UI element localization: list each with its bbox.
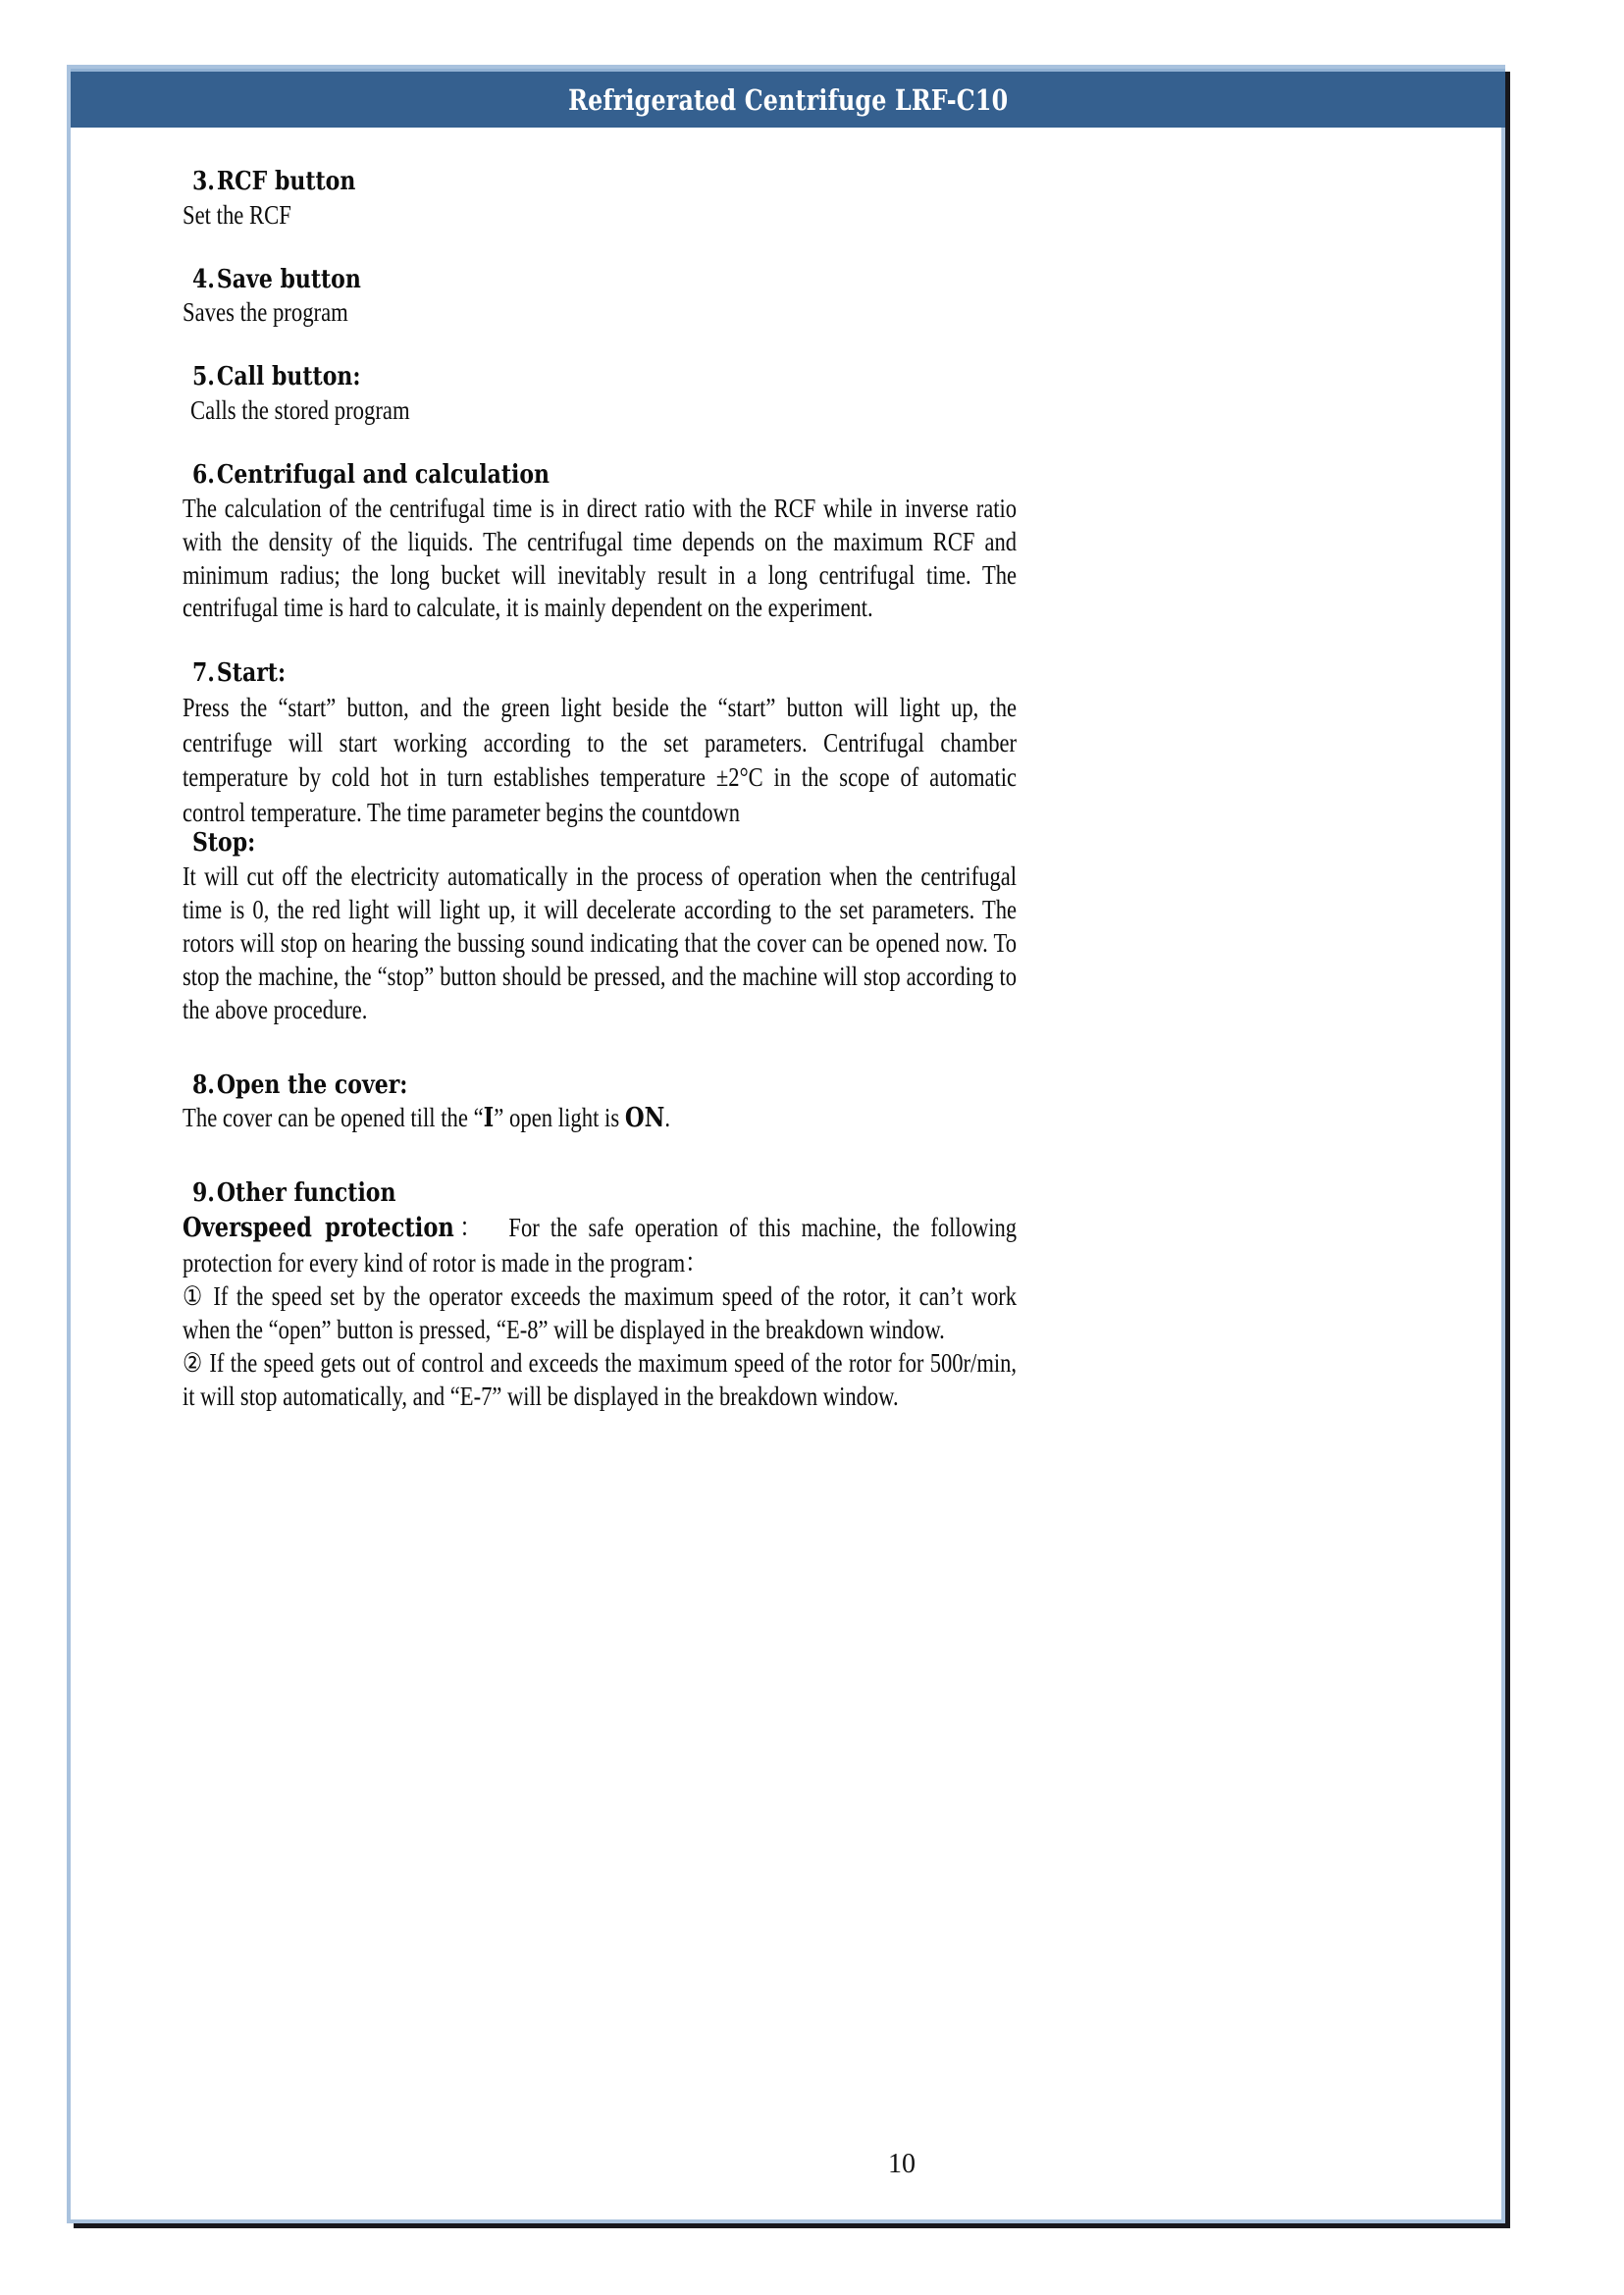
stop-body: It will cut off the electricity automatically in the process of operation when the centrifugal time is 0, the red light will light up, it will decelerate according to the set parameters. The rotors will stop on hearing the bussing sound indicating that the cover can be opened now. To stop the machine, the “stop” button should be pressed, and the machine will stop according to the above procedure. [183,861,1018,1024]
section8-state: ON [624,1103,665,1134]
page-header-banner [71,69,1505,128]
section-number-6: 6. [192,459,215,491]
section-title-3: RCF button [216,166,356,196]
section-number-8: 8. [192,1069,215,1100]
list-marker-1: ① [183,1281,205,1312]
document-body [183,166,1429,2179]
list-marker-2: ② [183,1348,203,1378]
section8-symbol: I [483,1103,495,1134]
section-heading-8 [192,1070,1219,1101]
list-text-1: If the speed set by the operator exceeds the maximum speed of the rotor, it can’t work when the “open” button is pressed, “E-8” will be displayed in the breakdown window. [183,1281,1018,1345]
overspeed-item-1 [183,1280,1017,1347]
list-text-2: If the speed gets out of control and exceeds the maximum speed of the rotor for 500r/min, it will stop automatically, and “E-7” will be displayed in the breakdown window. [183,1348,1018,1411]
section-body-6: The calculation of the centrifugal time is in direct ratio with the RCF while in inverse ratio with the density of the liquids. The centrifugal time depends on the maximum RCF and minimum radius; the long bucket will inevitably result in a long centrifugal time. The centrifugal time is hard to calculate, it is mainly dependent on the experiment. [183,493,1018,623]
section-number-4: 4. [192,263,215,294]
section-heading-7 [192,658,1219,689]
section-title-7: Start: [216,657,287,689]
section8-middle: ” open light is [494,1103,625,1133]
section-body-8 [183,1102,1230,1135]
section-title-4: Save button [216,263,361,294]
section-heading-3 [192,167,1219,197]
overspeed-colon: ： [453,1213,488,1242]
section-heading-4 [192,265,1219,295]
section-body-4: Saves the program [183,297,348,328]
stop-heading: Stop: [192,827,256,859]
page-number: 10 [888,2149,916,2179]
section-title-9: Other function [216,1177,396,1209]
section-title-8: Open the cover: [216,1069,408,1100]
section8-suffix: . [664,1103,671,1133]
overspeed-paragraph [183,1211,1017,1280]
section-body-3: Set the RCF [183,199,291,230]
section-title-5: Call button: [216,361,361,392]
overspeed-label: Overspeed protection [183,1213,454,1243]
section-body-5: Calls the stored program [190,395,410,426]
section-number-3: 3. [192,166,215,196]
overspeed-item-2 [183,1347,1017,1414]
section-title-6: Centrifugal and calculation [216,459,550,491]
section-number-7: 7. [192,657,215,689]
page-title: Refrigerated Centrifuge LRF-C10 [567,82,1009,117]
section-number-9: 9. [192,1177,215,1209]
section8-prefix: The cover can be opened till the “ [183,1103,484,1133]
section-body-7: Press the “start” button, and the green light beside the “start” button will light up, the centrifuge will start working according to the set parameters. Centrifugal chamber temperature by cold hot in turn establishes temperature ±2°C in the scope of automatic control temperature. The time parameter begins the countdown [183,692,1018,827]
section-heading-5 [192,362,1219,392]
section-heading-9 [192,1178,1219,1209]
overspeed-body: For the safe operation of this machine, the following protection for every kind of rotor is made in the program： [183,1213,1018,1278]
section-number-5: 5. [192,361,215,392]
section-heading-6 [192,460,1219,491]
